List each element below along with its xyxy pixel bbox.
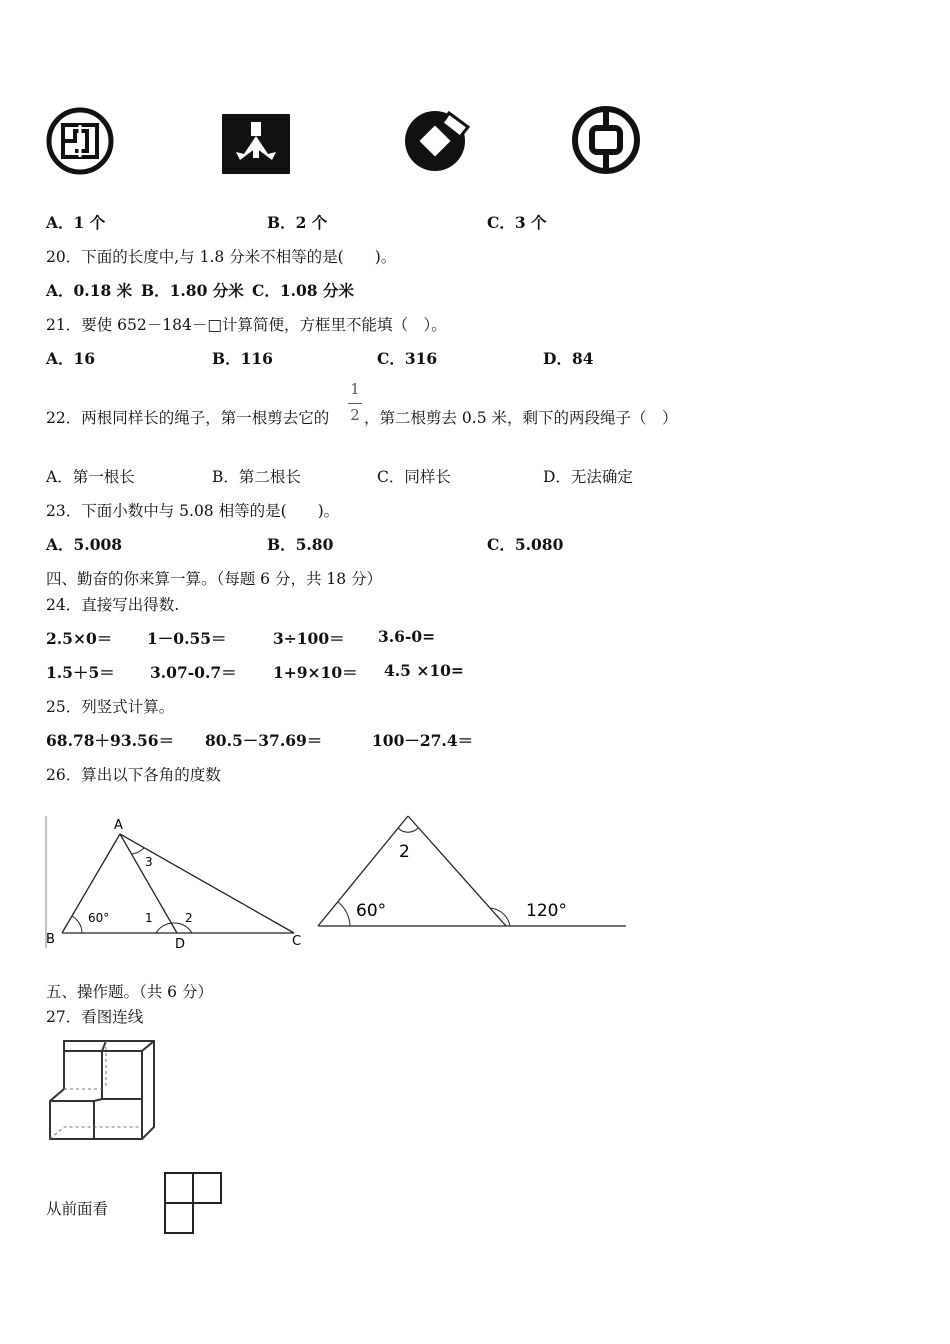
q24-expr: 2.5×0＝ [46, 629, 113, 648]
q24-expr: 1.5＋5＝ [46, 663, 115, 682]
q25-expr: 68.78＋93.56＝ [46, 731, 175, 750]
q26-stem: 26．算出以下各角的度数 [46, 766, 221, 784]
q24-expr: 3.07-0.7＝ [150, 663, 237, 682]
ccb-logo [222, 114, 290, 178]
q19-option-b: B．2 个 [267, 213, 328, 232]
figure1-label: B [46, 932, 55, 947]
icbc-logo [45, 107, 117, 181]
q24-expr: 4.5 ×10= [384, 661, 464, 680]
q21-option-d: D．84 [543, 349, 594, 368]
cube-stack-figure [46, 1037, 158, 1159]
q22-stem-part1: 22．两根同样长的绳子，第一根剪去它的 [46, 409, 330, 427]
q22-option-a: A．第一根长 [46, 468, 135, 486]
figure1-label: A [114, 818, 123, 833]
q24-expr: 1+9×10＝ [273, 663, 358, 682]
cmb-logo [402, 107, 474, 179]
fraction-bar [348, 403, 362, 404]
q24-stem: 24．直接写出得数. [46, 596, 180, 614]
figure1-label: 1 [145, 911, 153, 925]
triangle-figure-exterior [314, 800, 630, 938]
q21-stem: 21．要使 652－184－□计算简便，方框里不能填（ ）。 [46, 316, 447, 334]
figure1-label: 3 [145, 855, 153, 869]
q20-option-a: A．0.18 米 [46, 281, 133, 300]
q23-option-b: B．5.80 [267, 535, 334, 554]
q22-option-c: C．同样长 [377, 468, 451, 486]
q22-option-d: D．无法确定 [543, 468, 633, 486]
q24-expr: 3.6-0= [378, 627, 436, 646]
section5-title: 五、操作题。（共 6 分） [46, 983, 213, 1001]
q24-expr: 3÷100＝ [273, 629, 345, 648]
boc-logo [571, 104, 643, 180]
q20-option-c: C．1.08 分米 [252, 281, 354, 300]
q27-stem: 27．看图连线 [46, 1008, 144, 1026]
figure2-label: 2 [399, 842, 410, 862]
q19-option-c: C．3 个 [487, 213, 547, 232]
figure1-label: C [292, 934, 302, 949]
q20-option-b: B．1.80 分米 [141, 281, 244, 300]
q21-option-a: A．16 [46, 349, 96, 368]
q20-stem: 20．下面的长度中,与 1.8 分米不相等的是( )。 [46, 248, 397, 266]
q23-option-c: C．5.080 [487, 535, 564, 554]
q25-expr: 100－27.4＝ [372, 731, 474, 750]
section4-title: 四、勤奋的你来算一算。（每题 6 分，共 18 分） [46, 570, 383, 588]
q25-expr: 80.5－37.69＝ [205, 731, 323, 750]
figure2-label: 120° [526, 901, 567, 921]
q25-stem: 25．列竖式计算。 [46, 698, 175, 716]
figure1-label: 60° [88, 911, 110, 925]
figure2-label: 60° [356, 901, 387, 921]
q21-option-c: C．316 [377, 349, 438, 368]
q21-option-b: B．116 [212, 349, 273, 368]
fraction-numerator: 1 [350, 380, 360, 398]
triangle-figure-abc [44, 812, 314, 958]
q24-expr: 1－0.55＝ [147, 629, 227, 648]
front-view-label: 从前面看 [46, 1200, 109, 1218]
q22-stem-part2: ，第二根剪去 0.5 米，剩下的两段绳子（ ） [364, 409, 678, 427]
fraction-denominator: 2 [350, 406, 360, 424]
q23-option-a: A．5.008 [46, 535, 123, 554]
front-view-shape [162, 1170, 226, 1242]
figure1-label: D [175, 937, 186, 952]
q23-stem: 23．下面小数中与 5.08 相等的是( )。 [46, 502, 340, 520]
q19-option-a: A．1 个 [46, 213, 106, 232]
q22-option-b: B．第二根长 [212, 468, 301, 486]
figure1-label: 2 [185, 911, 193, 925]
